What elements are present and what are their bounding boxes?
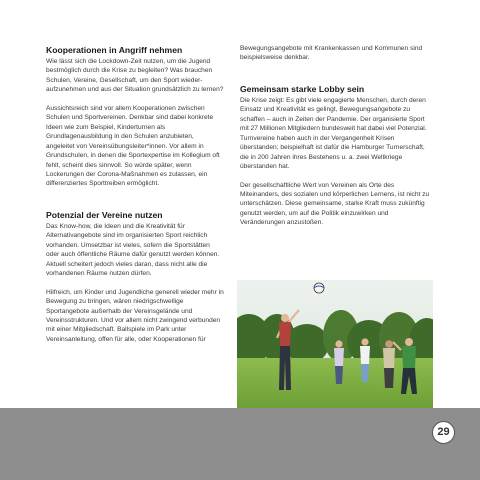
left-column [46,44,224,344]
right-column [240,44,430,228]
footer-band [0,408,480,480]
section-heading-kooperationen: Kooperationen in Angriff nehmen [46,45,183,55]
paragraph: Die Krise zeigt: Es gibt viele engagierte Menschen, durch deren Einsatz und Kreativität es gelingt, Bewegungsangebote zu schaffen – auch in Zeiten der Pandemie. Der organisierte Sport mit 27 Millionen Mitgliedern bundesweit hat dabei viel Potenzial. Turnvereine haben auch in der Vergangenheit Krisen überstanden; beispielhaft ist dafür die Hamburger Turnerschaft, die in 200 Jahren ihres Bestehens u. a. zwei Weltkriege überstanden hat. [240,96,427,171]
paragraph: Das Know-how, die Ideen und die Kreativität für Alternativangebote sind im organisierten Sport reichlich vorhanden. Umsetzbar ist vieles, sofern die Sportstätten oder auch öffentliche Räume dafür genutzt werden können. Aktuell scheitert jedoch vieles daran, dass nicht alle die vorhandenen Räume nutzen dürfen. [46,222,220,278]
volleyball [314,283,324,293]
paragraph: Hilfreich, um Kinder und Jugendliche generell wieder mehr in Bewegung zu bringen, wären niedrigschwellige Sportangebote außerhalb der Vereinsgelände und Vereinsstrukturen. Und vor allem nicht zwingend verbunden mit einer Mitgliedschaft. Ballspiele im Park unter Vereinsanleitung, offen für alle, oder Kooperationen für [46,288,224,343]
paragraph: Aussichtsreich sind vor allem Kooperationen zwischen Schulen und Sportvereinen. Denkbar sind dabei konkrete Ideen wie zum Beispiel, Kinderturnen als Grundlagenausbildung in den Schulen anzubieten, angeleitet von Vereinsübungsleiter*innen. Vor allem in Grundschulen, in denen die Sportexpertise im Kollegium oft fehlt, scheint dies sinnvoll. So würde später, wenn Lockerungen der Corona-Maßnahmen es zulassen, ein differenziertes Sporttreiben ermöglicht. [46,104,220,188]
paragraph: Der gesellschaftliche Wert von Vereinen als Orte des Miteinanders, des sozialen und körperlichen Lernens, ist nicht zu unterschätzen. Diese gemeinsame, starke Kraft muss zukünftig genutzt werden, um auf die Politik einzuwirken und Veränderungen anzustoßen. [240,181,430,227]
photo-illustration [237,280,433,410]
section-heading-lobby: Gemeinsam starke Lobby sein [240,83,365,94]
paragraph: Wie lässt sich die Lockdown-Zeit nutzen, um die Jugend bestmöglich durch die Krise zu begleiten? Was brauchen Schulen, Vereine, Gesellschaft, um den Sport wieder-aufzunehmen und aus der Situation grundsätzlich zu lernen? [46,58,224,94]
page-number: 29 [437,426,450,438]
volleyball-park-photo [237,280,433,410]
paragraph-continued: Bewegungsangebote mit Krankenkassen und Kommunen sind beispielsweise denkbar. [240,45,423,62]
section-heading-potenzial: Potenzial der Vereine nutzen [46,209,163,220]
page-number-badge [432,421,455,444]
